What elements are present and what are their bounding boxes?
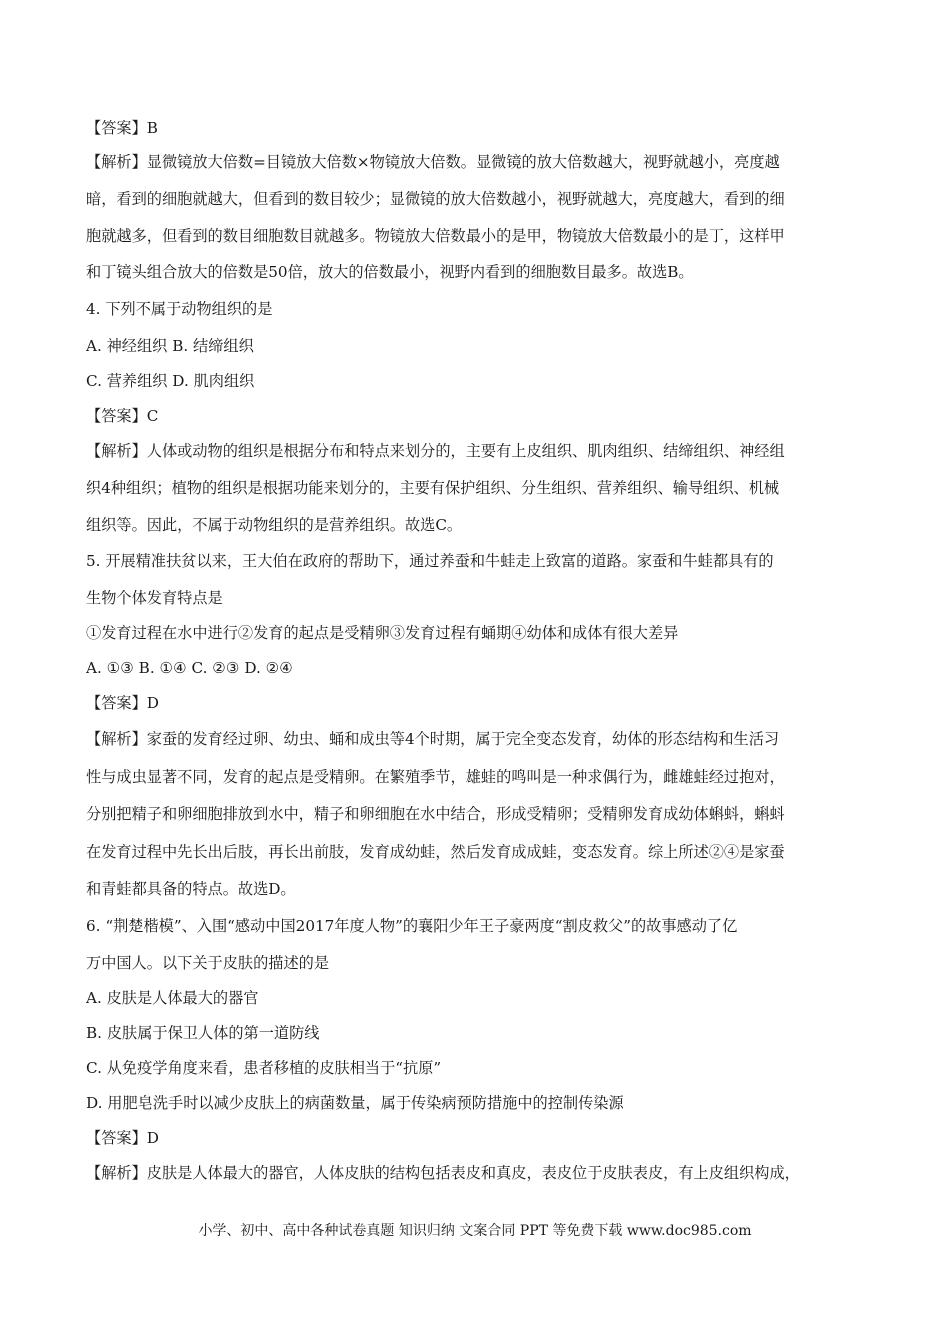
question-statements: ①发育过程在水中进行②发育的起点是受精卵③发育过程有蛹期④幼体和成体有很大差异 bbox=[86, 624, 679, 642]
question-option-a: A. 皮肤是人体最大的器官 bbox=[86, 989, 259, 1007]
question-option-d: D. 用肥皂洗手时以减少皮肤上的病菌数量，属于传染病预防措施中的控制传染源 bbox=[86, 1094, 624, 1112]
explanation-line: 和青蛙都具备的特点。故选D。 bbox=[86, 880, 296, 898]
question-options: A. 神经组织 B. 结缔组织 bbox=[86, 337, 254, 355]
question-options: A. ①③ B. ①④ C. ②③ D. ②④ bbox=[86, 659, 293, 677]
answer-label: 【答案】C bbox=[86, 407, 159, 425]
question-option-c: C. 从免疫学角度来看，患者移植的皮肤相当于“抗原” bbox=[86, 1059, 442, 1077]
explanation-line: 【解析】皮肤是人体最大的器官，人体皮肤的结构包括表皮和真皮，表皮位于皮肤表皮，有上皮组织构成， bbox=[86, 1164, 800, 1182]
question-stem: 生物个体发育特点是 bbox=[86, 589, 223, 607]
answer-label: 【答案】D bbox=[86, 694, 159, 712]
explanation-line: 组织等。因此，不属于动物组织的是营养组织。故选C。 bbox=[86, 516, 463, 534]
explanation-line: 和丁镜头组合放大的倍数是50倍，放大的倍数最小，视野内看到的细胞数目最多。故选B。 bbox=[86, 263, 694, 281]
explanation-line: 性与成虫显著不同，发育的起点是受精卵。在繁殖季节，雄蛙的鸣叫是一种求偶行为，雌雄蛙经过抱对， bbox=[86, 768, 785, 786]
answer-label: 【答案】D bbox=[86, 1129, 159, 1147]
explanation-line: 暗，看到的细胞就越大，但看到的数目较少；显微镜的放大倍数越小，视野就越大，亮度越大，看到的细 bbox=[86, 190, 785, 208]
question-stem: 万中国人。以下关于皮肤的描述的是 bbox=[86, 954, 329, 972]
explanation-line: 分别把精子和卵细胞排放到水中，精子和卵细胞在水中结合，形成受精卵；受精卵发育成幼体蝌蚪，蝌蚪 bbox=[86, 805, 785, 823]
page-footer: 小学、初中、高中各种试卷真题 知识归纳 文案合同 PPT 等免费下载 www.doc985.com bbox=[198, 1223, 752, 1239]
answer-label: 【答案】B bbox=[86, 119, 158, 137]
explanation-line: 【解析】人体或动物的组织是根据分布和特点来划分的，主要有上皮组织、肌肉组织、结缔组织、神经组 bbox=[86, 442, 785, 460]
question-stem: 5. 开展精准扶贫以来，王大伯在政府的帮助下，通过养蚕和牛蛙走上致富的道路。家蚕和牛蛙都具有的 bbox=[86, 552, 774, 570]
explanation-line: 【解析】家蚕的发育经过卵、幼虫、蛹和成虫等4个时期，属于完全变态发育，幼体的形态结构和生活习 bbox=[86, 730, 780, 748]
question-stem: 4. 下列不属于动物组织的是 bbox=[86, 300, 273, 318]
explanation-line: 在发育过程中先长出后肢，再长出前肢，发育成幼蛙，然后发育成成蛙，变态发育。综上所述②④是家蚕 bbox=[86, 843, 785, 861]
question-options: C. 营养组织 D. 肌肉组织 bbox=[86, 372, 255, 390]
explanation-line: 胞就越多，但看到的数目细胞数目就越多。物镜放大倍数最小的是甲，物镜放大倍数最小的是丁，这样甲 bbox=[86, 227, 785, 245]
question-stem: 6. “荆楚楷模”、入围“感动中国2017年度人物”的襄阳少年王子豪两度“割皮救父”的故事感动了亿 bbox=[86, 917, 738, 935]
explanation-line: 【解析】显微镜放大倍数=目镜放大倍数×物镜放大倍数。显微镜的放大倍数越大，视野就越小，亮度越 bbox=[86, 153, 780, 171]
question-option-b: B. 皮肤属于保卫人体的第一道防线 bbox=[86, 1024, 320, 1042]
explanation-line: 织4种组织；植物的组织是根据功能来划分的，主要有保护组织、分生组织、营养组织、输导组织、机械 bbox=[86, 479, 780, 497]
